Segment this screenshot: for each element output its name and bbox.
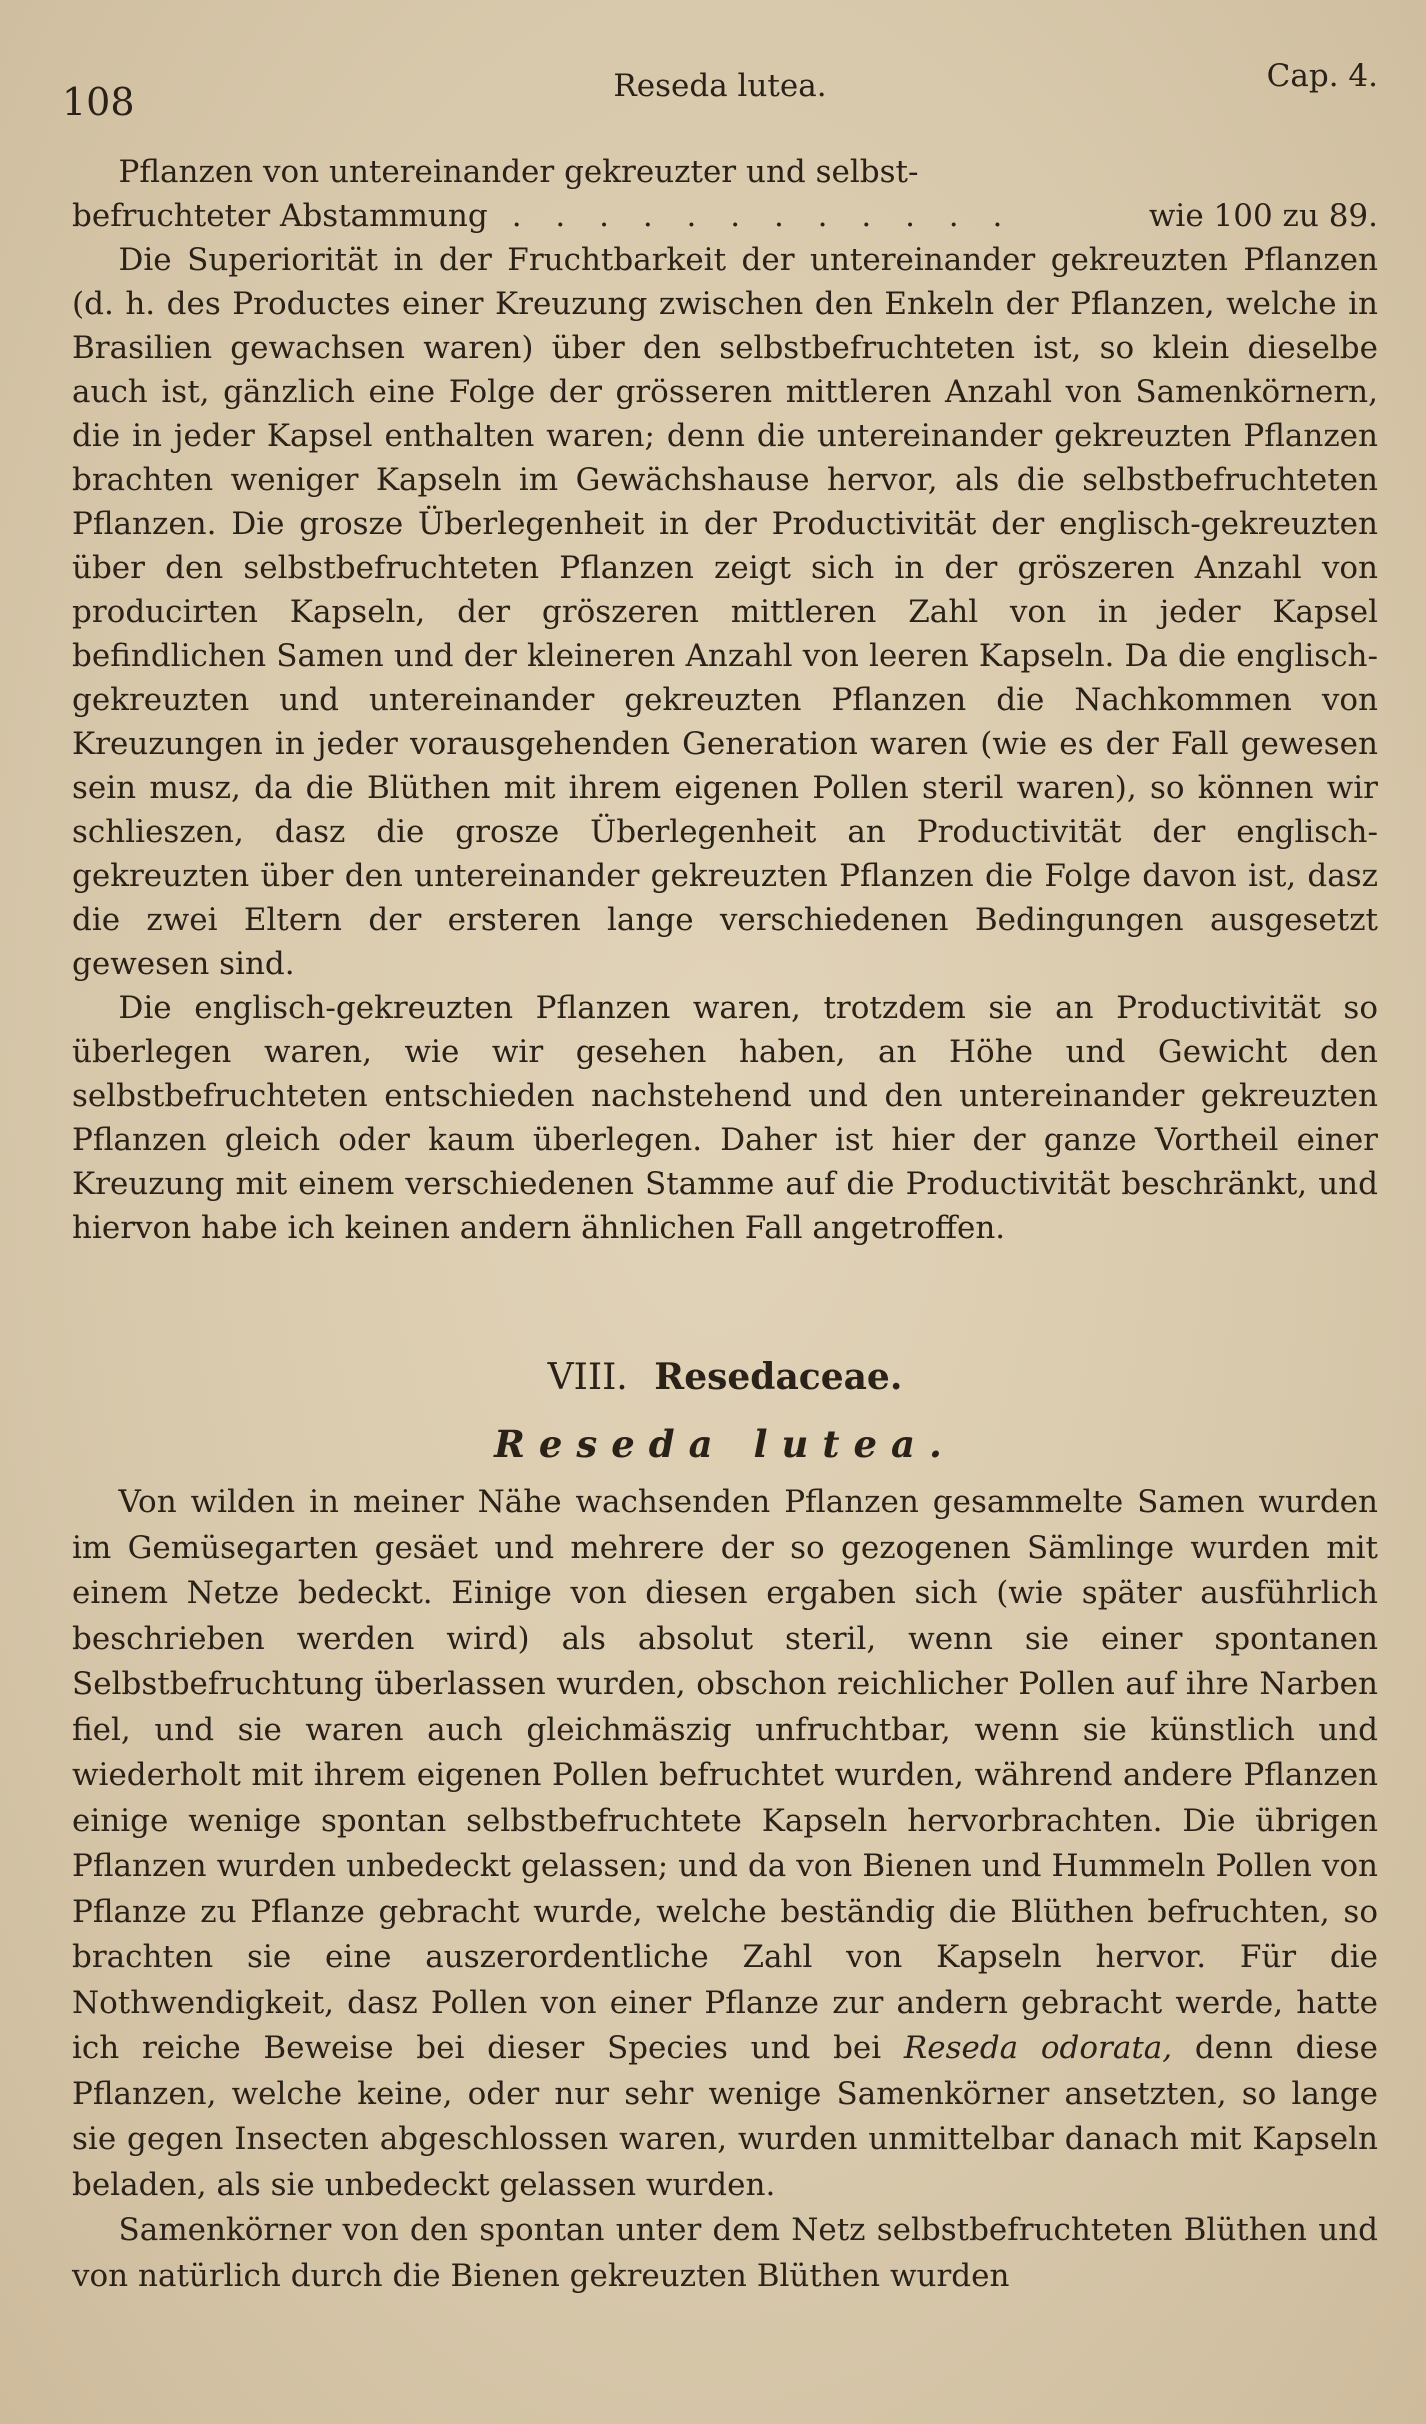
section-name: Resedaceae. — [654, 1356, 903, 1398]
section-heading — [72, 1356, 1378, 1398]
formula-line: Pflanzen von untereinander gekreuzter und selbst- — [118, 154, 919, 190]
chapter-reference: Cap. 4. — [1266, 58, 1378, 94]
leader-dots: . . . . . . . . . . . . — [511, 198, 1015, 234]
formula-ratio: wie 100 zu 89. — [1148, 198, 1378, 234]
formula-label: befruchteter Abstammung — [72, 198, 488, 234]
running-title: Reseda lutea. — [613, 68, 827, 104]
text-block-top — [72, 150, 1378, 1250]
page-number: 108 — [62, 80, 135, 124]
paragraph-text: denn diese Pflanzen, welche keine, oder nur sehr wenige Samenkörner ansetzten, so lange sie gegen Insecten abgeschlossen waren, wurden unmittelbar danach mit Kapseln beladen, als sie unbedeckt gelassen wurden. — [72, 2030, 1379, 2203]
paragraph: Die englisch-gekreuzten Pflanzen waren, trotzdem sie an Productivität so überlegen waren, wie wir gesehen haben, an Höhe und Gewicht den selbstbefruchteten entschieden nachstehend und den untereinander gekreuzten Pflanzen gleich oder kaum überlegen. Daher ist hier der ganze Vortheil einer Kreuzung mit einem verschiedenen Stamme auf die Productivität beschränkt, und hiervon habe ich keinen andern ähnlichen Fall angetroffen. — [72, 990, 1378, 1246]
paragraph — [72, 1480, 1378, 2208]
text-block-bottom — [72, 1480, 1378, 2299]
species-name-italic: Reseda odorata, — [903, 2030, 1173, 2066]
paragraph: Samenkörner von den spontan unter dem Netz selbstbefruchteten Blüthen und von natürlich durch die Bienen gekreuzten Blüthen wurden — [72, 2212, 1378, 2294]
paragraph-text: Von wilden in meiner Nähe wachsenden Pflanzen gesammelte Samen wurden im Gemüsegarten gesäet und mehrere der so gezogenen Sämlinge wurden mit einem Netze bedeckt. Einige von diesen ergaben sich (wie später ausführlich beschrieben werden wird) als absolut steril, wenn sie einer spontanen Selbstbefruchtung überlassen wurden, obschon reichlicher Pollen auf ihre Narben fiel, und sie waren auch gleichmäszig unfruchtbar, wenn sie künstlich und wiederholt mit ihrem eigenen Pollen befruchtet wurden, während andere Pflanzen einige wenige spontan selbstbefruchtete Kapseln hervorbrachten. Die übrigen Pflanzen wurden unbedeckt gelassen; und da von Bienen und Hummeln Pollen von Pflanze zu Pflanze gebracht wurde, welche beständig die Blüthen befruchten, so brachten sie eine auszerordentliche Zahl von Kapseln hervor. Für die Nothwendigkeit, dasz Pollen von einer Pflanze zur andern gebracht werde, hatte ich reiche Beweise bei dieser Species und bei — [72, 1484, 1378, 2066]
paragraph: Die Superiorität in der Fruchtbarkeit der untereinander gekreuzten Pflanzen (d. h. des Productes einer Kreuzung zwischen den Enkeln der Pflanzen, welche in Brasilien gewachsen waren) über den selbstbefruchteten ist, so klein dieselbe auch ist, gänzlich eine Folge der grösseren mittleren Anzahl von Samenkörnern, die in jeder Kapsel enthalten waren; denn die untereinander gekreuzten Pflanzen brachten weniger Kapseln im Gewächshause hervor, als die selbstbefruchteten Pflanzen. Die grosze Überlegenheit in der Productivität der englisch-gekreuzten über den selbstbefruchteten Pflanzen zeigt sich in der gröszeren Anzahl von producirten Kapseln, der gröszeren mittleren Zahl von in jeder Kapsel befindlichen Samen und der kleineren Anzahl von leeren Kapseln. Da die englisch-gekreuzten und untereinander gekreuzten Pflanzen die Nachkommen von Kreuzungen in jeder vorausgehenden Generation waren (wie es der Fall gewesen sein musz, da die Blüthen mit ihrem eigenen Pollen steril waren), so können wir schlieszen, dasz die grosze Überlegenheit an Productivität der englisch-gekreuzten über den untereinander gekreuzten Pflanzen die Folge davon ist, dasz die zwei Eltern der ersteren lange verschiedenen Bedingungen ausgesetzt gewesen sind. — [72, 242, 1378, 982]
species-heading: Reseda lutea. — [494, 1422, 956, 1466]
formula-result-line — [72, 194, 1378, 238]
section-numeral: VIII. — [547, 1357, 628, 1398]
page-header — [62, 58, 1378, 138]
